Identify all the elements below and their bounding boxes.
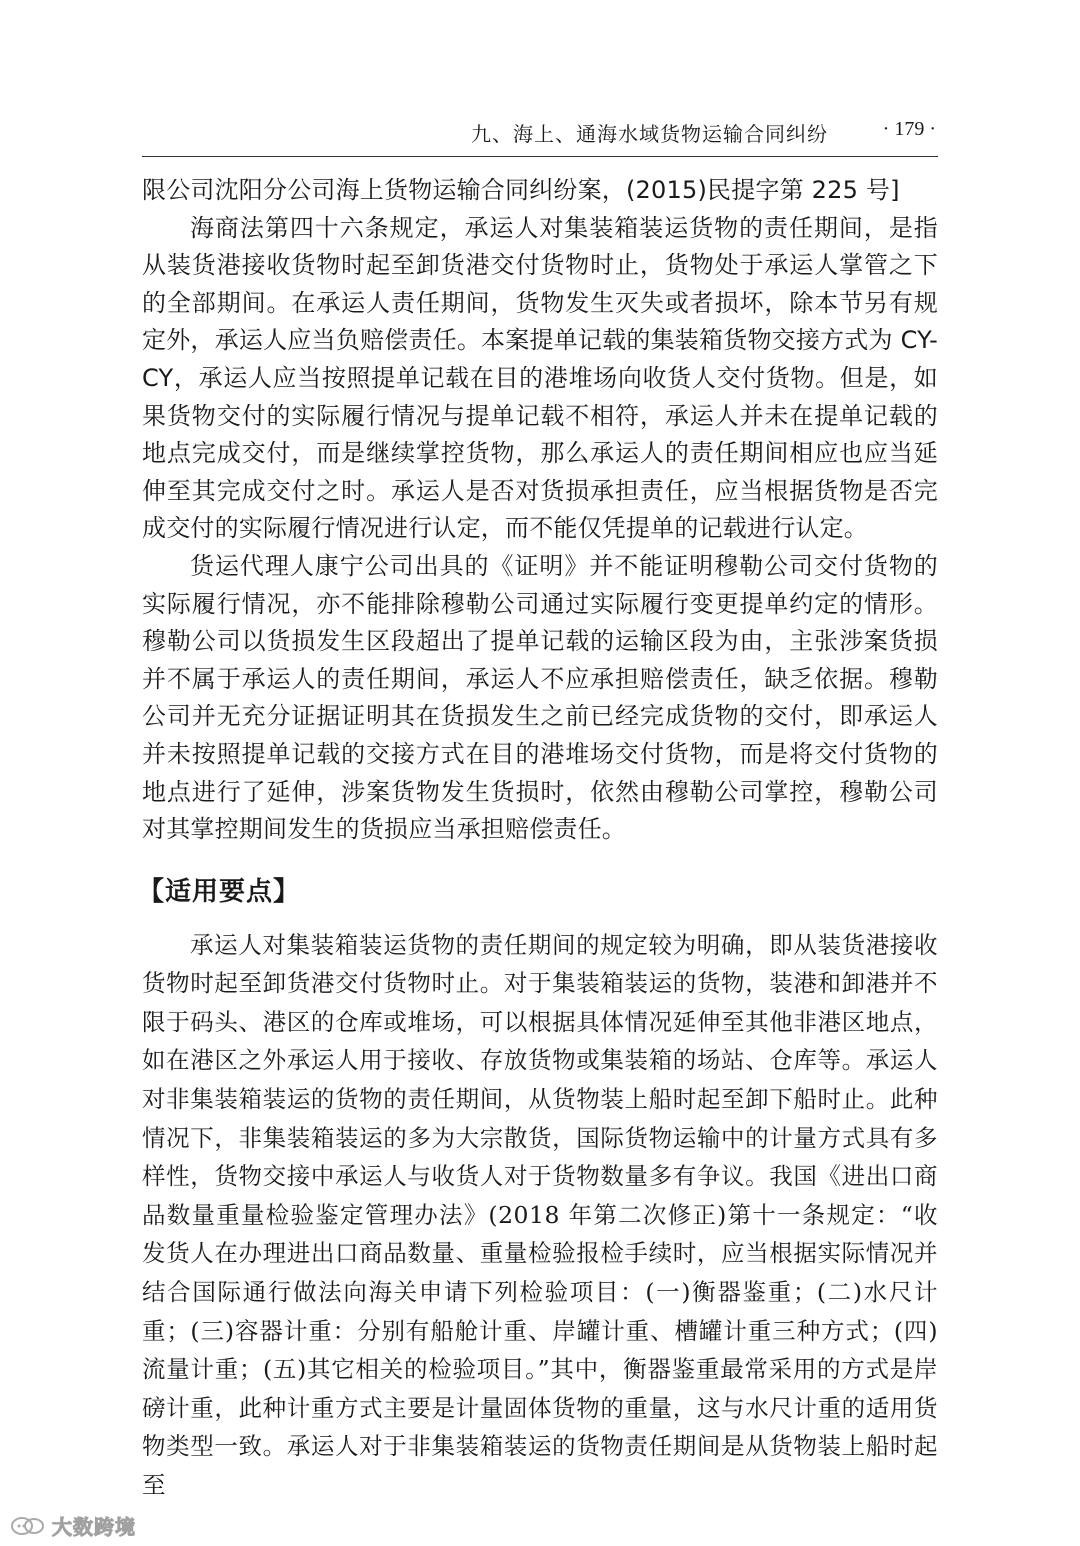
watermark bbox=[10, 1511, 136, 1540]
paragraph-freight-agent-proof: 货运代理人康宁公司出具的《证明》并不能证明穆勒公司交付货物的实际履行情况，亦不能排除穆勒公司通过实际履行变更提单约定的情形。穆勒公司以货损发生区段超出了提单记载的运输区段为由，主张涉案货损并不属于承运人的责任期间，承运人不应承担赔偿责任，缺乏依据。穆勒公司并无充分证据证明其在货损发生之前已经完成货物的交付，即承运人并未按照提单记载的交接方式在目的港堆场交付货物，而是将交付货物的地点进行了延伸，涉案货物发生货损时，依然由穆勒公司掌控，穆勒公司对其掌控期间发生的货损应当承担赔偿责任。 bbox=[142, 551, 938, 844]
chat-bubble-icon bbox=[10, 1515, 46, 1537]
running-header-title: 九、海上、通海水域货物运输合同纠纷 bbox=[471, 122, 828, 146]
paragraph-key-points: 承运人对集装箱装运货物的责任期间的规定较为明确，即从装货港接收货物时起至卸货港交付货物时止。对于集装箱装运的货物，装港和卸港并不限于码头、港区的仓库或堆场，可以根据具体情况延伸至其他非港区地点，如在港区之外承运人用于接收、存放货物或集装箱的场站、仓库等。承运人对非集装箱装运的货物的责任期间，从货物装上船时起至卸下船时止。此种情况下，非集装箱装运的多为大宗散货，国际货物运输中的计量方式具有多样性，货物交接中承运人与收货人对于货物数量多有争议。我国《进出口商品数量重量检验鉴定管理办法》(2018 年第二次修正)第十一条规定：“收发货人在办理进出口商品数量、重量检验报检手续时，应当根据实际情况并结合国际通行做法向海关申请下列检验项目：(一)衡器鉴重；(二)水尺计重；(三)容器计重：分别有船舱计重、岸罐计重、槽罐计重三种方式；(四)流量计重；(五)其它相关的检验项目。”其中，衡器鉴重最常采用的方式是岸磅计重，此种计重方式主要是计量固体货物的重量，这与水尺计重的适用货物类型一致。承运人对于非集装箱装运的货物责任期间是从货物装上船时起至 bbox=[142, 930, 938, 1499]
page-header bbox=[142, 112, 938, 157]
page-number: · 179 · bbox=[882, 118, 936, 140]
paragraph-responsibility-period: 海商法第四十六条规定，承运人对集装箱装运货物的责任期间，是指从装货港接收货物时起至卸货港交付货物时止，货物处于承运人掌管之下的全部期间。在承运人责任期间，货物发生灭失或者损坏，除本节另有规定外，承运人应当负赔偿责任。本案提单记载的集装箱货物交接方式为 CY-CY，承运人应当按照提单记载在目的港堆场向收货人交付货物。但是，如果货物交付的实际履行情况与提单记载不相符，承运人并未在提单记载的地点完成交付，而是继续掌控货物，那么承运人的责任期间相应也应当延伸至其完成交付之时。承运人是否对货损承担责任，应当根据货物是否完成交付的实际履行情况进行认定，而不能仅凭提单的记载进行认定。 bbox=[142, 213, 938, 543]
watermark-text: 大数跨境 bbox=[52, 1515, 136, 1539]
page-body bbox=[138, 172, 938, 1505]
section-heading-key-points: 【适用要点】 bbox=[138, 876, 301, 907]
case-citation-line: 限公司沈阳分公司海上货物运输合同纠纷案，(2015)民提字第 225 号] bbox=[142, 176, 900, 204]
